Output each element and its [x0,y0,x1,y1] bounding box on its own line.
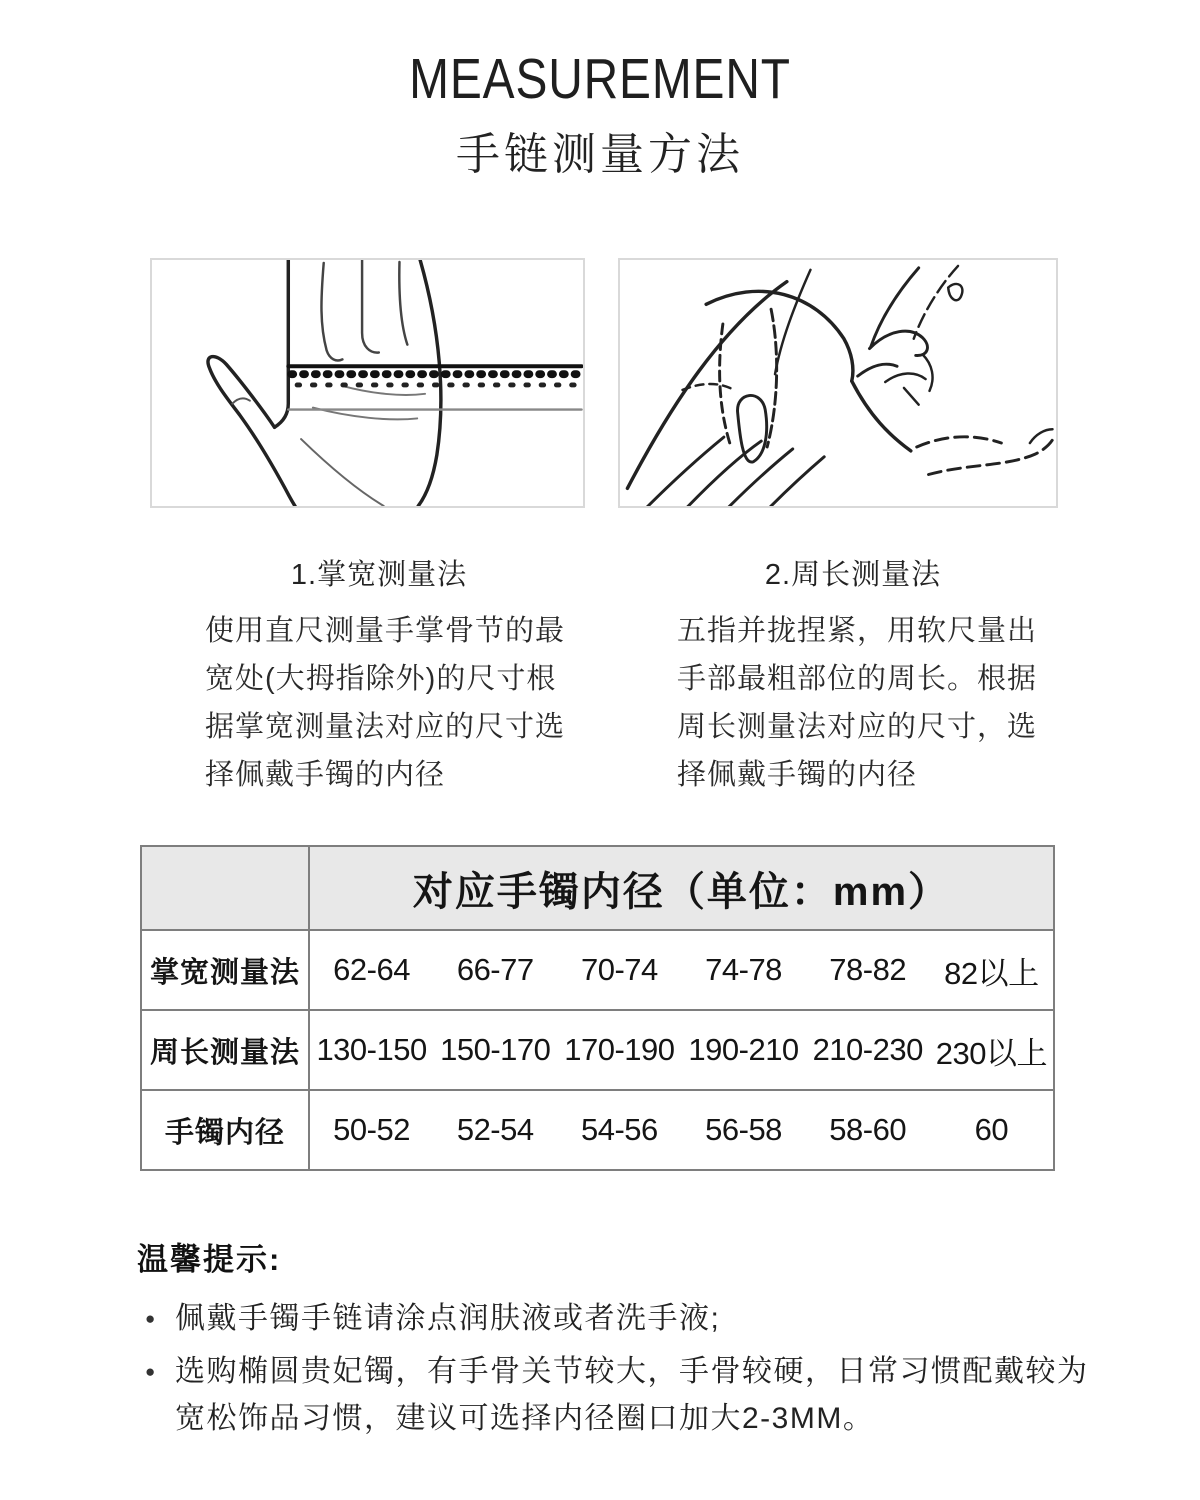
method-text-line: 手部最粗部位的周长。根据 [677,663,1038,695]
palm-width-illustration-box [150,258,585,508]
method-text-line: 周长测量法对应的尺寸，选 [677,711,1038,743]
size-table-title: 对应手镯内径（单位：mm） [309,846,1054,930]
method-text-line: 择佩戴手镯的内径 [677,759,918,791]
row-label: 掌宽测量法 [141,930,309,1010]
table-cell: 170-190 [557,1010,681,1090]
tips-section [137,1234,1097,1448]
method-title: 1.掌宽测量法 [290,559,468,591]
table-header-row [141,846,1054,930]
page-subtitle: 手链测量方法 [456,130,744,179]
table-cell: 66-77 [433,930,557,1010]
table-cell: 54-56 [557,1090,681,1170]
table-cell: 60 [930,1090,1054,1170]
method-text-line: 使用直尺测量手掌骨节的最 [205,615,566,647]
tips-title: 温馨提示: [137,1242,282,1277]
tip-text-line: 佩戴手镯手链请涂点润肤液或者洗手液; [175,1302,721,1335]
table-cell: 74-78 [681,930,805,1010]
table-cell: 78-82 [806,930,930,1010]
table-cell: 130-150 [309,1010,433,1090]
method-title: 2.周长测量法 [764,559,942,591]
table-cell: 210-230 [806,1010,930,1090]
table-row [141,930,1054,1010]
bullet-icon: ● [145,1309,156,1328]
table-cell: 52-54 [433,1090,557,1170]
method-text-line: 五指并拢捏紧，用软尺量出 [677,615,1038,647]
method-circumference [677,552,1038,799]
page-title: MEASUREMENT [409,47,791,111]
bullet-icon: ● [145,1362,156,1381]
table-cell: 150-170 [433,1010,557,1090]
table-cell: 190-210 [681,1010,805,1090]
method-palm-width [205,552,566,799]
table-corner-cell [141,846,309,930]
table-cell: 230以上 [930,1010,1054,1090]
size-table [140,845,1055,1171]
circumference-illustration-box [618,258,1058,508]
table-cell: 82以上 [930,930,1054,1010]
tip-text-line: 选购椭圆贵妃镯，有手骨关节较大，手骨较硬，日常习惯配戴较为 [175,1355,1089,1388]
palm-width-ruler-illustration [152,260,583,506]
list-item [137,1348,1097,1442]
table-cell: 56-58 [681,1090,805,1170]
row-label: 手镯内径 [141,1090,309,1170]
hand-circumference-tape-illustration [620,260,1056,506]
method-text-line: 择佩戴手镯的内径 [205,759,446,791]
tip-text-line: 宽松饰品习惯，建议可选择内径圈口加大2-3MM。 [175,1402,875,1435]
table-cell: 50-52 [309,1090,433,1170]
row-label: 周长测量法 [141,1010,309,1090]
tip-text [175,1348,1089,1442]
table-cell: 70-74 [557,930,681,1010]
method-text-line: 宽处(大拇指除外)的尺寸根 [205,663,557,695]
tips-list [137,1295,1097,1442]
tip-text [175,1295,720,1342]
list-item [137,1295,1097,1342]
table-row [141,1090,1054,1170]
table-row [141,1010,1054,1090]
table-cell: 62-64 [309,930,433,1010]
method-text-line: 据掌宽测量法对应的尺寸选 [205,711,566,743]
table-cell: 58-60 [806,1090,930,1170]
